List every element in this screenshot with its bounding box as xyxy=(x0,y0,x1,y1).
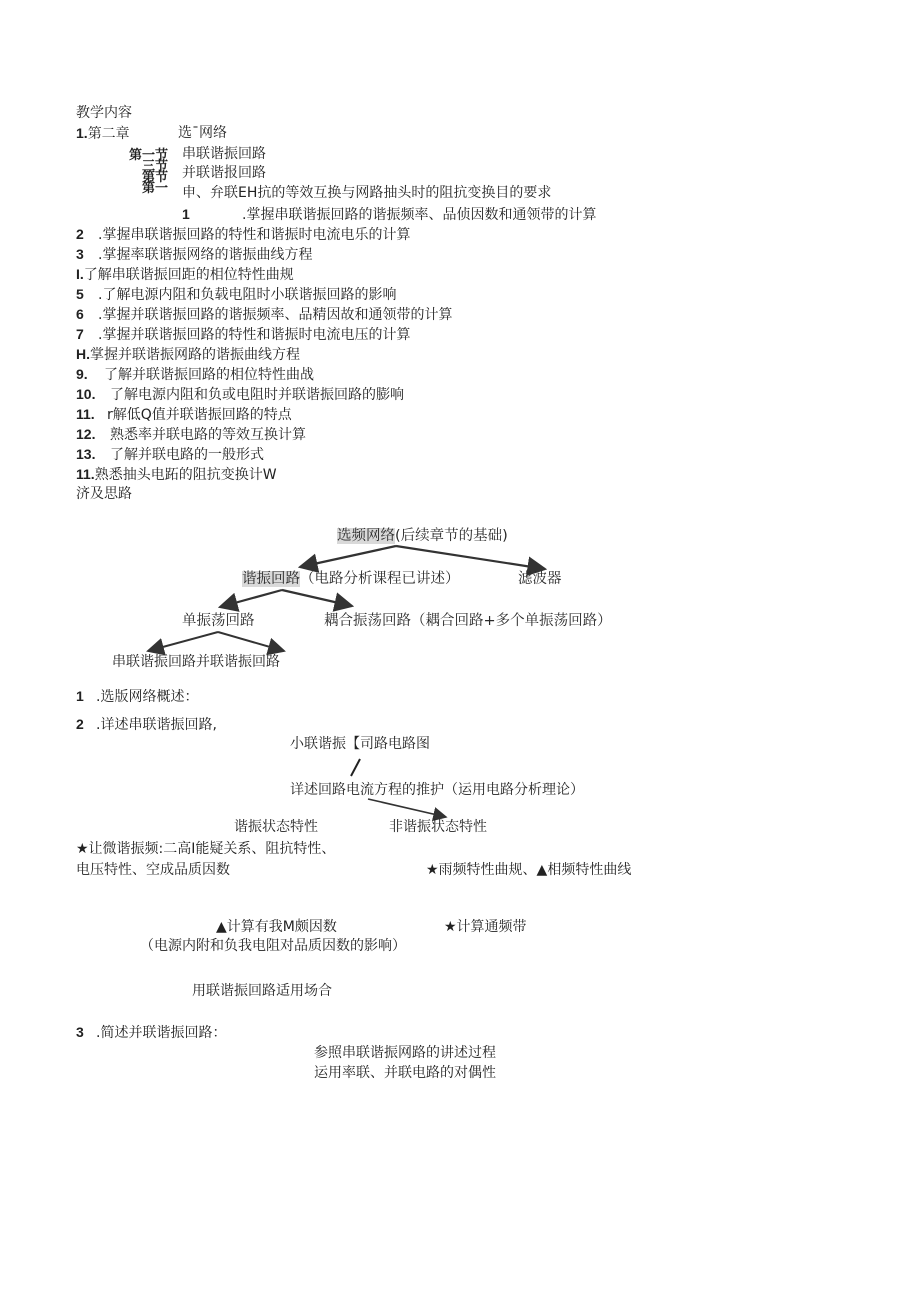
content-heading: 教学内容 xyxy=(76,105,132,121)
step-item xyxy=(76,715,217,734)
objective-number: 7 xyxy=(76,326,84,342)
tree-root xyxy=(337,524,508,545)
objective-text: .了解电源内阻和负载电阻时小联谐振回路的影响 xyxy=(98,287,397,303)
step-text: .选版网络概述： xyxy=(96,689,199,705)
tree-edge xyxy=(396,546,545,569)
tree-edge xyxy=(148,632,218,651)
tree-edge xyxy=(220,590,282,607)
objective-text: 了解并联电路的一般形式 xyxy=(110,447,264,463)
objective-text: 熟悉抽头电跖的阻抗变换计W xyxy=(94,467,277,483)
tree-root-highlight: 选频网络 xyxy=(337,528,395,544)
connector-arrow xyxy=(368,799,446,817)
objective-text: .掌握率联谐振网络的谐振曲线方程 xyxy=(98,247,313,263)
objective-number: 12. xyxy=(76,426,96,442)
tree-node-filter: 滤波器 xyxy=(518,571,562,587)
objective-number: 1 xyxy=(182,206,190,222)
thoughts-heading: 济及思路 xyxy=(76,486,132,502)
series-equation-label: 详述回路电流方程的推护（运用电路分析理论） xyxy=(290,782,584,798)
objective-number: 11. xyxy=(76,406,95,422)
parallel-note: 运用率联、并联电路的对偶性 xyxy=(314,1065,496,1081)
objective-text: .掌握并联谐振回路的特性和谐振时电流电压的计算 xyxy=(98,327,411,343)
step-item xyxy=(76,1023,226,1042)
series-circuit-label: 小联谐振【司路电路图 xyxy=(290,736,430,752)
step-item xyxy=(76,687,198,706)
objective-number: 5 xyxy=(76,286,84,302)
parallel-note: 参照串联谐振网路的讲述过程 xyxy=(314,1045,496,1061)
objective-number: 6 xyxy=(76,306,84,322)
objective-number: I. xyxy=(76,266,84,282)
nonresonant-detail: ★雨频特性曲规、▲相频特性曲线 xyxy=(426,862,632,878)
tree-edge xyxy=(300,546,396,567)
objective-text: 了解电源内阻和负或电阻时并联谐振回路的膨响 xyxy=(110,387,404,403)
objective-number: 13. xyxy=(76,446,96,462)
tree-node-coupled-oscillator: 耦合振荡回路（耦合回路+多个单振荡回路） xyxy=(324,613,612,629)
resonant-state-label: 谐振状态特性 xyxy=(234,819,318,835)
quality-factor-note: （电源内附和负我电阻对品质因数的影响） xyxy=(140,938,406,954)
chapter-number: 1. xyxy=(76,125,88,141)
section-item: 串联谐振回路 xyxy=(182,146,266,162)
step-number: 3 xyxy=(76,1024,84,1040)
section-stack-label: 第一节 xyxy=(128,148,168,163)
tree-node-highlight: 谐振回路 xyxy=(242,571,300,587)
nonresonant-state-label: 非谐振状态特性 xyxy=(389,819,487,835)
objective-text: .掌握串联谐振回路的特性和谐振时电流电乐的计算 xyxy=(98,227,411,243)
step-number: 1 xyxy=(76,688,84,704)
quality-factor-calc: ▲计算有我M颇因数 xyxy=(216,919,337,935)
objective-number: 3 xyxy=(76,246,84,262)
connector-stroke xyxy=(351,759,360,776)
section-stack-label: 三节 xyxy=(141,159,168,174)
tree-edge xyxy=(282,590,352,606)
objective-text: 熟悉率并联电路的等效互换计算 xyxy=(110,427,306,443)
tree-node-note: （电路分析课程已讲述） xyxy=(300,571,460,587)
objective-number: 9. xyxy=(76,366,88,382)
tree-node-resonant-circuit xyxy=(242,567,460,588)
objective-number: 2 xyxy=(76,226,84,242)
tree-edge xyxy=(218,632,284,651)
section-item: 申、弁联EH抗的等效互换与网路抽头时的阻抗变换目的要求 xyxy=(182,185,552,201)
usage-label: 用联谐振回路适用场合 xyxy=(192,983,332,999)
objective-text: 掌握并联谐振网路的谐振曲线方程 xyxy=(90,347,300,363)
objective-text: r解低Q值并联谐振回路的特点 xyxy=(107,407,292,423)
objective-number: H. xyxy=(76,346,90,362)
resonant-detail: ★让微谐振频:二高I能疑关系、阻抗特性、 xyxy=(76,841,336,857)
section-stack-label: 第节 xyxy=(141,170,168,185)
bandwidth-calc: ★计算通频带 xyxy=(444,919,527,935)
section-item: 并联谐报回路 xyxy=(182,165,266,181)
objective-text: 了解串联谐振回距的相位特性曲规 xyxy=(83,267,294,283)
tree-node-single-oscillator: 单振荡回路 xyxy=(182,613,255,629)
objective-text: 了解并联谐振回路的相位特性曲战 xyxy=(104,367,314,383)
chapter-label: 第二章 xyxy=(87,126,130,142)
objective-text: .掌握并联谐振回路的谐振频率、品精因故和通领带的计算 xyxy=(98,307,453,323)
step-text: .简述并联谐振回路： xyxy=(96,1025,227,1041)
step-text: .详述串联谐振回路, xyxy=(96,717,217,733)
tree-leaf: 串联谐振回路并联谐振回路 xyxy=(112,654,280,670)
objective-text: .掌握串联谐振回路的谐振频率、品侦因数和通领带的计算 xyxy=(242,207,597,223)
resonant-detail: 电压特性、空成品质因数 xyxy=(76,862,230,878)
chapter-title: 选ˉ网络 xyxy=(178,125,227,141)
tree-root-note: (后续章节的基础) xyxy=(395,528,508,544)
objective-number: 10. xyxy=(76,386,96,402)
step-number: 2 xyxy=(76,716,84,732)
objective-number: 11. xyxy=(76,466,95,482)
section-stack-label: 第一 xyxy=(141,181,168,196)
